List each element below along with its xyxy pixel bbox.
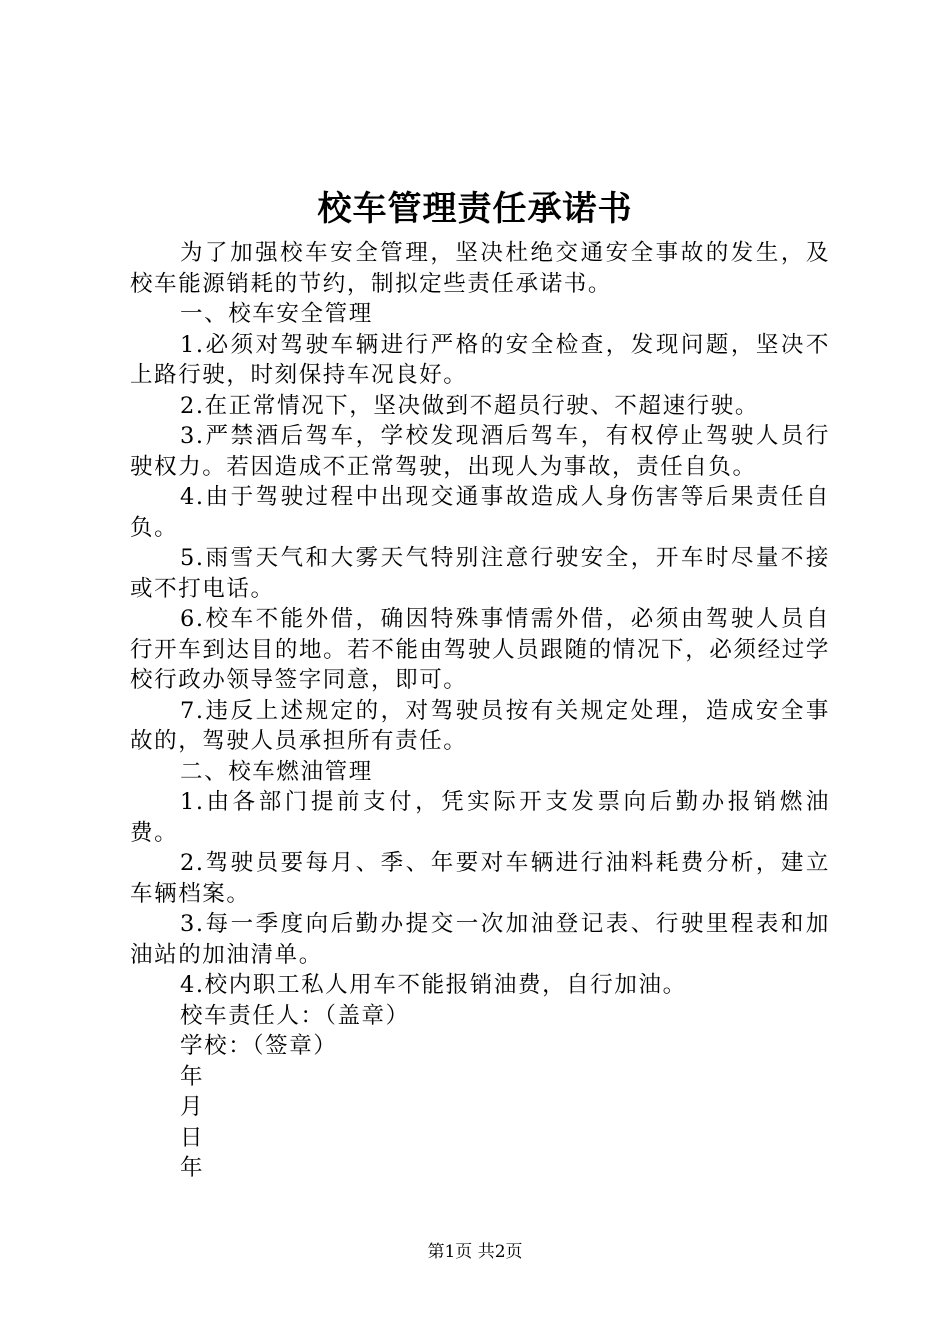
safety-item-6: 6.校车不能外借，确因特殊事情需外借，必须由驾驶人员自行开车到达目的地。若不能由驾驶人员跟随的情况下，必须经过学校行政办领导签字同意，即可。 bbox=[130, 606, 830, 693]
document-body bbox=[130, 238, 830, 1184]
responsible-person-signature: 校车责任人：（盖章） bbox=[180, 1002, 410, 1029]
section-heading-safety: 一、校车安全管理 bbox=[180, 301, 373, 327]
fuel-item-2: 2.驾驶员要每月、季、年要对车辆进行油料耗费分析，建立车辆档案。 bbox=[130, 850, 830, 907]
safety-item-1: 1.必须对驾驶车辆进行严格的安全检查，发现问题，坚决不上路行驶，时刻保持车况良好。 bbox=[130, 331, 830, 388]
document-title: 校车管理责任承诺书 bbox=[317, 189, 633, 229]
fuel-item-1: 1.由各部门提前支付，凭实际开支发票向后勤办报销燃油费。 bbox=[130, 789, 830, 846]
safety-item-2: 2.在正常情况下，坚决做到不超员行驶、不超速行驶。 bbox=[180, 392, 759, 419]
date-month: 月 bbox=[180, 1094, 205, 1120]
section-heading-fuel: 二、校车燃油管理 bbox=[180, 758, 373, 785]
safety-item-4: 4.由于驾驶过程中出现交通事故造成人身伤害等后果责任自负。 bbox=[130, 484, 830, 541]
page-footer: 第1页 共2页 bbox=[427, 1242, 523, 1262]
safety-item-3: 3.严禁酒后驾车，学校发现酒后驾车，有权停止驾驶人员行驶权力。若因造成不正常驾驶，出现人为事故，责任自负。 bbox=[130, 423, 830, 480]
fuel-item-4: 4.校内职工私人用车不能报销油费，自行加油。 bbox=[180, 972, 687, 998]
safety-item-7: 7.违反上述规定的，对驾驶员按有关规定处理，造成安全事故的，驾驶人员承担所有责任。 bbox=[130, 697, 830, 754]
date-year: 年 bbox=[180, 1063, 205, 1090]
date-year-second: 年 bbox=[180, 1155, 205, 1181]
safety-item-5: 5.雨雪天气和大雾天气特别注意行驶安全，开车时尽量不接或不打电话。 bbox=[130, 545, 830, 602]
school-signature: 学校：（签章） bbox=[180, 1033, 338, 1059]
intro-paragraph: 为了加强校车安全管理，坚决杜绝交通安全事故的发生，及校车能源销耗的节约，制拟定些责任承诺书。 bbox=[130, 240, 830, 297]
date-day: 日 bbox=[180, 1124, 205, 1151]
fuel-item-3: 3.每一季度向后勤办提交一次加油登记表、行驶里程表和加油站的加油清单。 bbox=[130, 911, 830, 968]
